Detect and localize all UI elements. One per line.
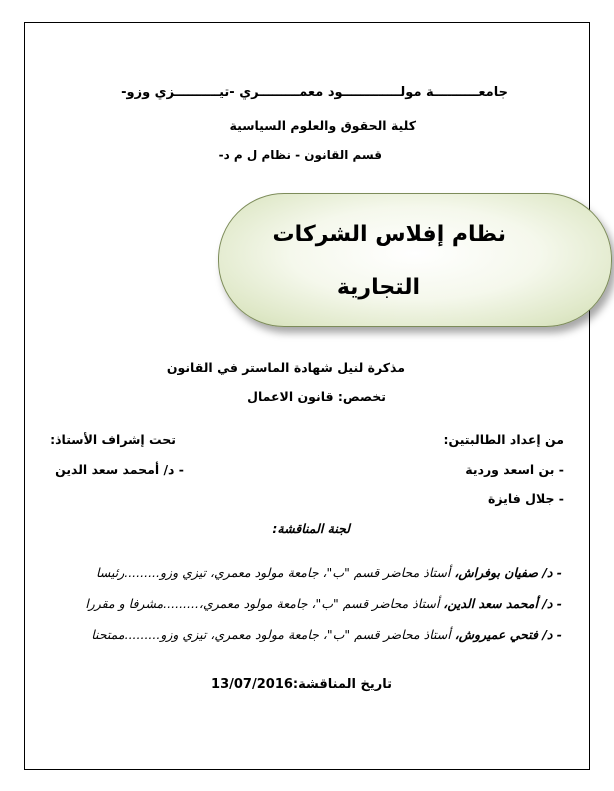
committee-member (96, 565, 562, 580)
committee-member (91, 627, 562, 642)
students-label: من إعداد الطالبتين: (443, 432, 564, 447)
student-name: - جلال فايزة (488, 491, 564, 506)
faculty-name: كلية الحقوق والعلوم السياسية (229, 118, 416, 133)
committee-member-details: أستاذ محاضر قسم "ب"، جامعة مولود معمري، تيزي وزو.........رئيسا (95, 565, 455, 580)
memo-specialty: تخصص: قانون الاعمال (247, 389, 386, 404)
defense-date: تاريخ المناقشة:13/07/2016 (211, 677, 392, 692)
supervisor-name: - د/ أمحمد سعد الدين (55, 462, 184, 477)
department-name: قسم القانون - نظام ل م د- (218, 148, 382, 162)
committee-member-name: - د/ أمحمد سعد الدين، (443, 596, 562, 611)
title-banner (218, 193, 612, 327)
supervision-label: تحت إشراف الأستاذ: (50, 432, 176, 447)
committee-label: لجنة المناقشة: (272, 521, 350, 536)
committee-member-details: أستاذ محاضر قسم "ب"، جامعة مولود معمري،.........مشرفا و مقررا (85, 596, 444, 611)
thesis-title-line-2: التجارية (336, 275, 420, 300)
university-name: جامعــــــــــة مولـــــــــــــود معمـــــــــري -تيــــــــــزي وزو- (121, 85, 508, 100)
thesis-title-line-1: نظام إفلاس الشركات (272, 222, 506, 247)
committee-member-details: أستاذ محاضر قسم "ب"، جامعة مولود معمري، تيزي وزو.........ممتحنا (91, 627, 455, 642)
student-name: - بن اسعد وردية (465, 462, 564, 477)
committee-member-name: - د/ صفيان بوفراش، (454, 565, 562, 580)
committee-member (85, 596, 562, 611)
memo-purpose: مذكرة لنيل شهادة الماستر في القانون (166, 360, 405, 375)
committee-member-name: - د/ فتحي عميروش، (454, 627, 562, 642)
